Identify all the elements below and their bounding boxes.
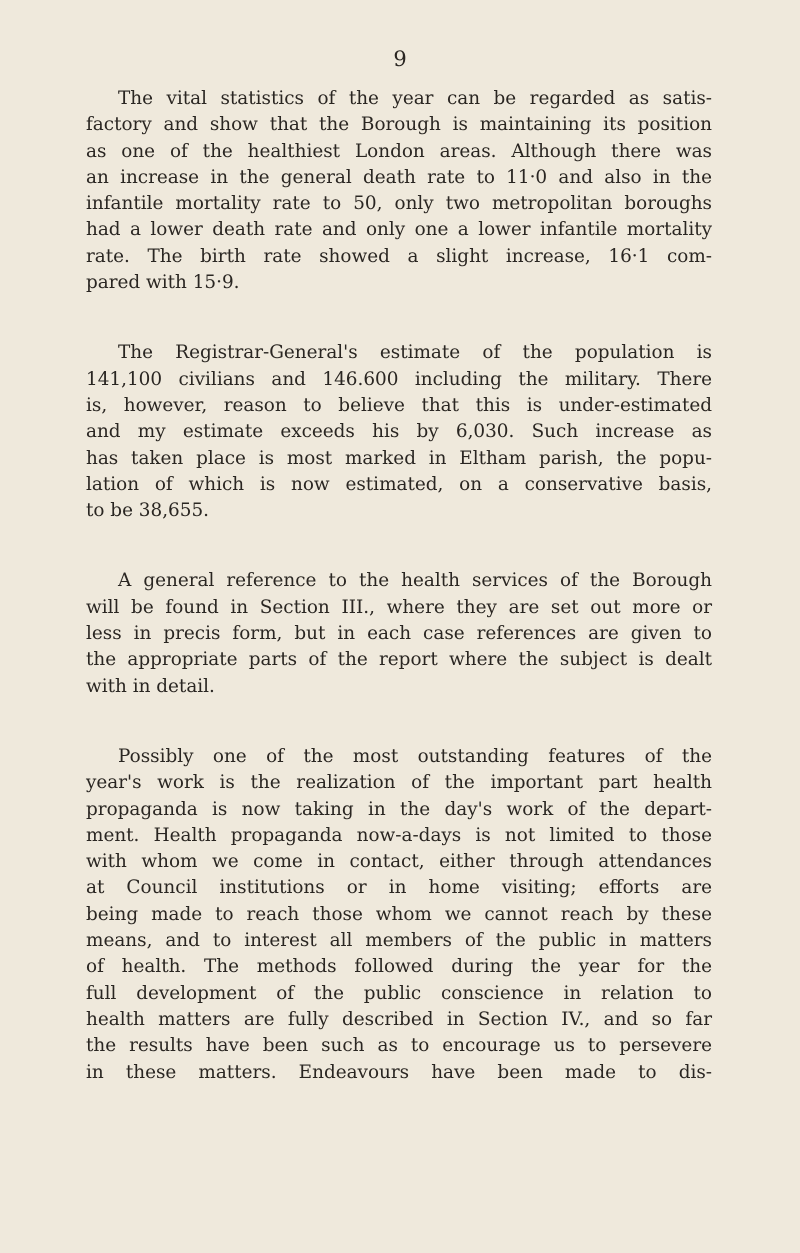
text-line: as one of the healthiest London areas. Although there was	[86, 140, 712, 162]
text-line: infantile mortality rate to 50, only two metropolitan boroughs	[86, 193, 712, 215]
text-line: the appropriate parts of the report where the subject is dealt	[86, 649, 712, 671]
text-line: less in precis form, but in each case references are given to	[86, 623, 712, 645]
text-line: being made to reach those whom we cannot reach by these	[86, 903, 712, 925]
paragraph-2	[86, 340, 712, 524]
text-line: with in detail.	[86, 675, 215, 697]
text-line: The vital statistics of the year can be regarded as satis-	[118, 88, 712, 109]
text-line: health matters are fully described in Section IV., and so far	[86, 1008, 712, 1030]
text-line: has taken place is most marked in Eltham parish, the popu-	[86, 447, 712, 469]
text-line: The Registrar-General's estimate of the population is	[118, 342, 712, 364]
text-line: lation of which is now estimated, on a conservative basis,	[86, 473, 712, 495]
text-line: means, and to interest all members of the public in matters	[86, 930, 712, 952]
text-line: is, however, reason to believe that this is under-estimated	[86, 394, 712, 416]
text-line: the results have been such as to encourage us to persevere	[86, 1035, 712, 1057]
text-line: rate. The birth rate showed a slight increase, 16·1 com-	[86, 245, 712, 267]
text-line: will be found in Section III., where they are set out more or	[86, 596, 712, 618]
text-line: 141,100 civilians and 146.600 including the military. There	[86, 368, 712, 390]
text-line: ment. Health propaganda now-a-days is not limited to those	[86, 824, 712, 846]
text-line: Possibly one of the most outstanding features of the	[118, 745, 712, 767]
text-line: factory and show that the Borough is maintaining its position	[86, 114, 712, 136]
page-number: 9	[393, 47, 407, 71]
body-text	[86, 86, 712, 1130]
text-line: year's work is the realization of the important part health	[86, 772, 712, 794]
text-line: in these matters. Endeavours have been made to dis-	[86, 1061, 712, 1083]
paragraph-3	[86, 568, 712, 699]
text-line: pared with 15·9.	[86, 272, 240, 294]
text-line: had a lower death rate and only one a lower infantile mortality	[86, 219, 712, 241]
text-line: an increase in the general death rate to 11·0 and also in the	[86, 166, 712, 188]
text-line: propaganda is now taking in the day's work of the depart-	[86, 798, 712, 820]
text-line: A general reference to the health services of the Borough	[118, 570, 712, 592]
text-line: to be 38,655.	[86, 500, 210, 522]
text-line: with whom we come in contact, either through attendances	[86, 851, 712, 873]
text-line: and my estimate exceeds his by 6,030. Such increase as	[86, 421, 712, 443]
text-line: at Council institutions or in home visiting; efforts are	[86, 877, 712, 899]
text-line: of health. The methods followed during the year for the	[86, 956, 712, 978]
paragraph-4	[86, 744, 712, 1086]
paragraph-1	[86, 86, 712, 296]
text-line: full development of the public conscience in relation to	[86, 982, 712, 1004]
